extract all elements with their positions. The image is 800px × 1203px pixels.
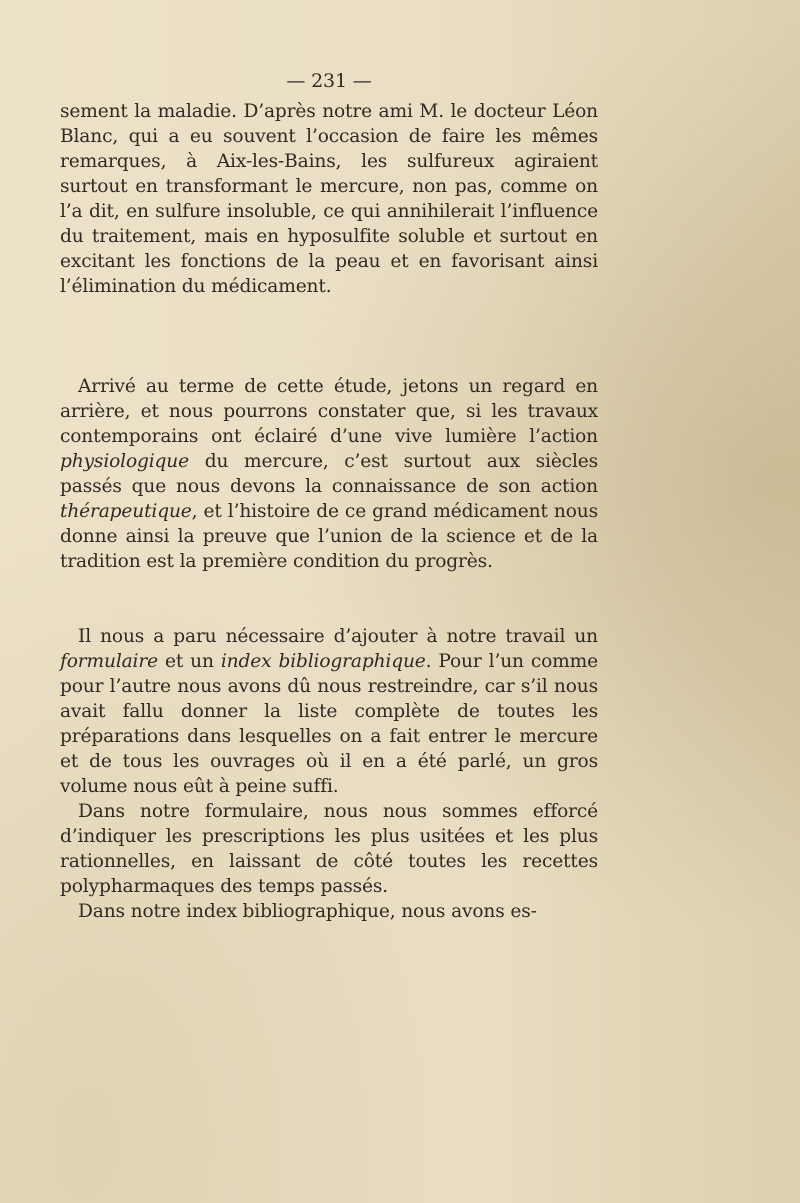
- paragraph-formulaire-text-1: Il nous a paru nécessaire d’ajouter à notre travail un: [78, 626, 598, 647]
- blank-gap: [60, 299, 598, 374]
- italic-physiologique: physiologique: [60, 451, 189, 472]
- paragraph-conclusion-text-2: du mercure, c’est surtout aux siècles passés que nous devons la connaissance de son action: [60, 451, 598, 497]
- italic-index-bibliographique: index bibliographique: [220, 651, 426, 672]
- italic-therapeutique: thérapeutique: [60, 501, 192, 522]
- paragraph-index-description: Dans notre index bibliographique, nous avons es-: [78, 901, 537, 922]
- paragraph-conclusion-text-3: , et l’histoire de ce grand médicament nous donne ainsi la preuve que l’union de la science et de la tradition est la première condition du progrès.: [60, 501, 598, 572]
- paragraph-formulaire-text-3: . Pour l’un comme pour l’autre nous avons dû nous restreindre, car s’il nous avait fallu donner la liste complète de toutes les préparations dans lesquelles on a fait entrer le mercure et de tous les ouvrages où il en a été parlé, un gros volume nous eût à peine suffi.: [60, 651, 599, 797]
- page-number: — 231 —: [286, 70, 372, 92]
- blank-gap: [60, 574, 598, 624]
- page-text-block: [60, 68, 598, 924]
- paragraph-conclusion: [60, 374, 598, 574]
- paragraph-sulfur-mercury: sement la maladie. D’après notre ami M. le docteur Léon Blanc, qui a eu souvent l’occasion de faire les mêmes remarques, à Aix-les-Bains, les sulfureux agiraient surtout en transformant le mercure, non pas, comme on l’a dit, en sulfure insoluble, ce qui annihilerait l’influence du traitement, mais en hyposulfite soluble et surtout en excitant les fonctions de la peau et en favorisant ainsi l’élimination du médicament.: [60, 101, 598, 297]
- paragraph-formulaire-description: Dans notre formulaire, nous nous sommes efforcé d’indiquer les prescriptions les plus usitées et les plus rationnelles, en laissant de côté toutes les recettes polypharmaques des temps passés.: [60, 801, 598, 897]
- paragraph-conclusion-text-1: Arrivé au terme de cette étude, jetons un regard en arrière, et nous pourrons constater que, si les travaux contemporains ont éclairé d’une vive lumière l’action: [60, 376, 598, 447]
- paragraph-formulaire-index: [60, 624, 598, 799]
- paragraph-formulaire-text-2: et un: [157, 651, 221, 672]
- italic-formulaire: formulaire: [60, 651, 158, 672]
